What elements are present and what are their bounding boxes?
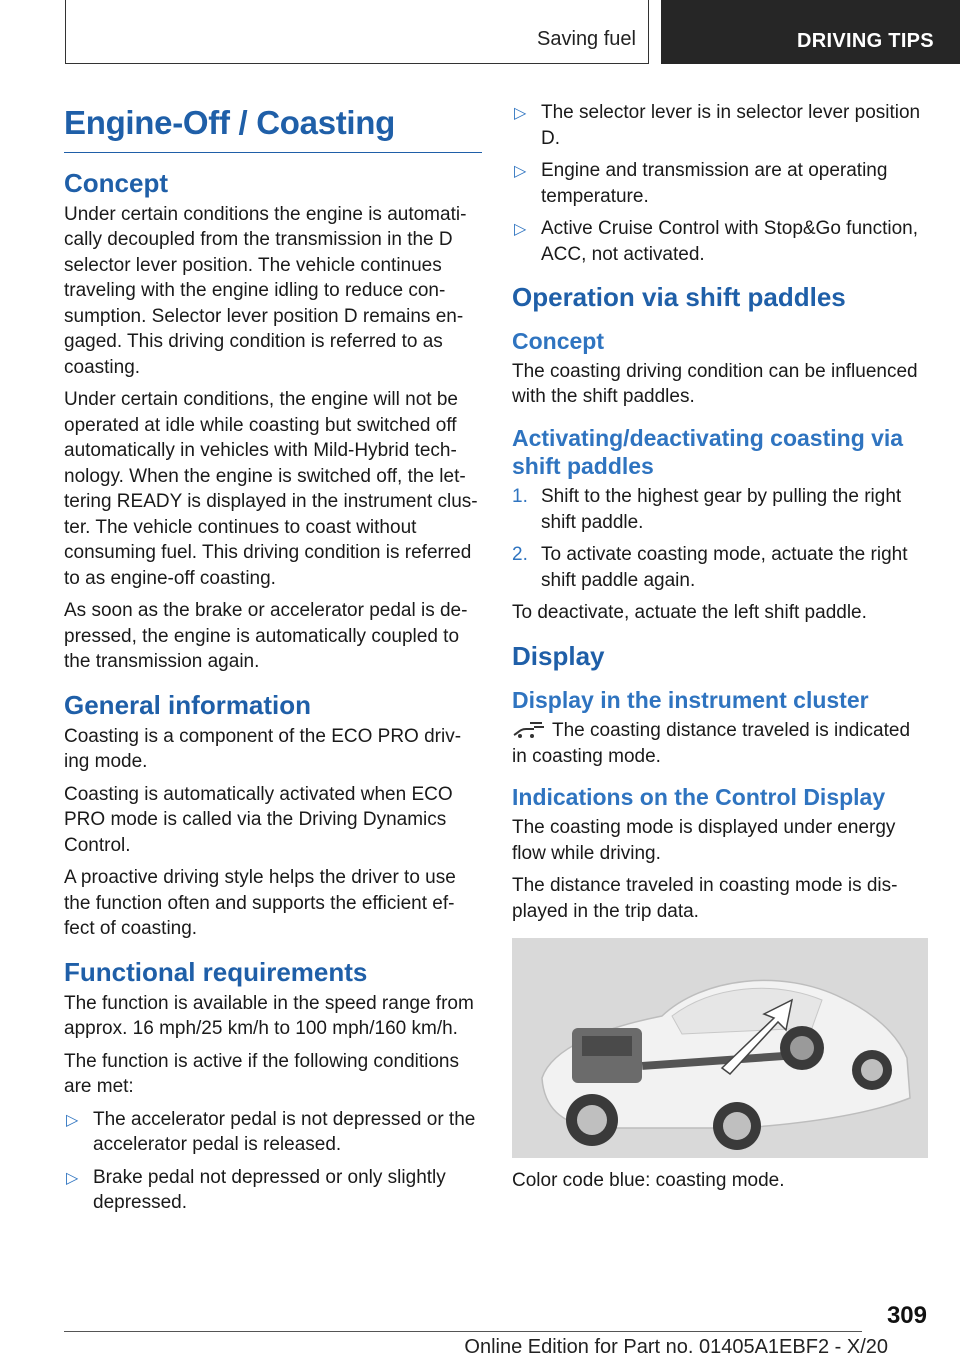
concept-paragraph-1: Under certain conditions the engine is automati-cally decoupled from the transmission in the D selector lever position. The vehicle continues traveling with the engine idling to reduce con-sumption. Selector lever position D remains en-gaged. This driving condition is referred to as coasting. bbox=[64, 203, 467, 378]
page-title: Engine-Off / Coasting bbox=[64, 104, 482, 153]
triangle-bullet-icon: ▷ bbox=[514, 221, 527, 238]
functional-paragraph-2: The function is active if the following conditions are met: bbox=[64, 1050, 459, 1098]
cluster-text: The coasting distance traveled is indicated in coasting mode. bbox=[512, 720, 911, 767]
header-chapter-tab bbox=[661, 0, 960, 64]
general-information-heading: General information bbox=[64, 689, 312, 720]
condition-text: The selector lever is in selector lever position D. bbox=[541, 102, 921, 149]
shift-paddles-heading: Operation via shift paddles bbox=[512, 282, 846, 312]
step-number: 2. bbox=[512, 544, 528, 566]
step-number: 1. bbox=[512, 486, 528, 508]
control-display-heading: Indications on the Control Display bbox=[512, 784, 886, 811]
figure-caption: Color code blue: coasting mode. bbox=[512, 1170, 785, 1192]
list-item bbox=[512, 542, 930, 593]
paddles-concept-paragraph: The coasting driving condition can be influenced with the shift paddles. bbox=[512, 360, 918, 408]
step-text: To activate coasting mode, actuate the right shift paddle again. bbox=[541, 544, 908, 591]
list-item bbox=[512, 100, 930, 151]
paddles-concept-heading: Concept bbox=[512, 327, 604, 354]
list-item bbox=[512, 216, 930, 267]
coasting-mode-illustration bbox=[512, 938, 928, 1158]
concept-heading: Concept bbox=[64, 168, 168, 198]
list-item bbox=[512, 158, 930, 209]
instrument-cluster-heading: Display in the instrument cluster bbox=[512, 686, 869, 713]
list-item bbox=[512, 484, 930, 535]
general-paragraph-1: Coasting is a component of the ECO PRO driv-ing mode. bbox=[64, 725, 462, 773]
condition-text: The accelerator pedal is not depressed or the accelerator pedal is released. bbox=[93, 1108, 476, 1156]
step-text: Shift to the highest gear by pulling the right shift paddle. bbox=[541, 486, 902, 533]
header-section-label: Saving fuel bbox=[537, 28, 636, 50]
display-heading: Display bbox=[512, 640, 605, 671]
conditions-list-left bbox=[64, 1107, 482, 1216]
steps-list bbox=[512, 484, 930, 593]
activating-coasting-heading: Activating/deactivating coasting via shift paddles bbox=[512, 424, 904, 480]
right-column bbox=[512, 100, 930, 1201]
header-chapter-label: DRIVING TIPS bbox=[797, 30, 934, 52]
control-paragraph-2: The distance traveled in coasting mode is dis-played in the trip data. bbox=[512, 875, 898, 922]
functional-paragraph-1: The function is available in the speed range from approx. 16 mph/25 km/h to 100 mph/160 km/h. bbox=[64, 992, 474, 1040]
general-paragraph-3: A proactive driving style helps the driver to use the function often and supports the efficient ef-fect of coasting. bbox=[64, 867, 456, 940]
condition-text: Active Cruise Control with Stop&Go function, ACC, not activated. bbox=[541, 218, 919, 265]
left-column bbox=[64, 100, 482, 1223]
condition-text: Engine and transmission are at operating temperature. bbox=[541, 160, 888, 207]
header-section-box bbox=[65, 0, 649, 64]
footer-divider bbox=[64, 1331, 862, 1332]
cluster-paragraph bbox=[512, 717, 930, 769]
footer-edition: Online Edition for Part no. 01405A1EBF2 - X/20 bbox=[464, 1336, 888, 1358]
triangle-bullet-icon: ▷ bbox=[514, 105, 527, 122]
car-drivetrain-image bbox=[512, 938, 928, 1158]
list-item bbox=[64, 1107, 482, 1158]
functional-requirements-heading: Functional requirements bbox=[64, 956, 368, 987]
concept-paragraph-3: As soon as the brake or accelerator pedal is de-pressed, the engine is automatically coupled to the transmission again. bbox=[64, 600, 468, 673]
concept-paragraph-2: Under certain conditions, the engine will not be operated at idle while coasting but switched off automatically in vehicles with Mild-Hybrid tech-nology. When the engine is switched off, the let-tering READY is displayed in the instrument clus-ter. The vehicle continues to coast without consuming fuel. This driving condition is referred to as engine-off coasting. bbox=[64, 389, 478, 589]
list-item bbox=[64, 1165, 482, 1216]
triangle-bullet-icon: ▷ bbox=[66, 1111, 79, 1129]
general-paragraph-2: Coasting is automatically activated when ECO PRO mode is called via the Driving Dynamics Control. bbox=[64, 783, 453, 856]
condition-text: Brake pedal not depressed or only slightly depressed. bbox=[93, 1166, 446, 1214]
coasting-icon bbox=[512, 717, 546, 739]
page-number: 309 bbox=[886, 1302, 927, 1329]
triangle-bullet-icon: ▷ bbox=[514, 163, 527, 180]
triangle-bullet-icon: ▷ bbox=[66, 1169, 79, 1187]
deactivate-paragraph: To deactivate, actuate the left shift paddle. bbox=[512, 602, 867, 624]
control-paragraph-1: The coasting mode is displayed under energy flow while driving. bbox=[512, 817, 896, 864]
conditions-list-right bbox=[512, 100, 930, 267]
